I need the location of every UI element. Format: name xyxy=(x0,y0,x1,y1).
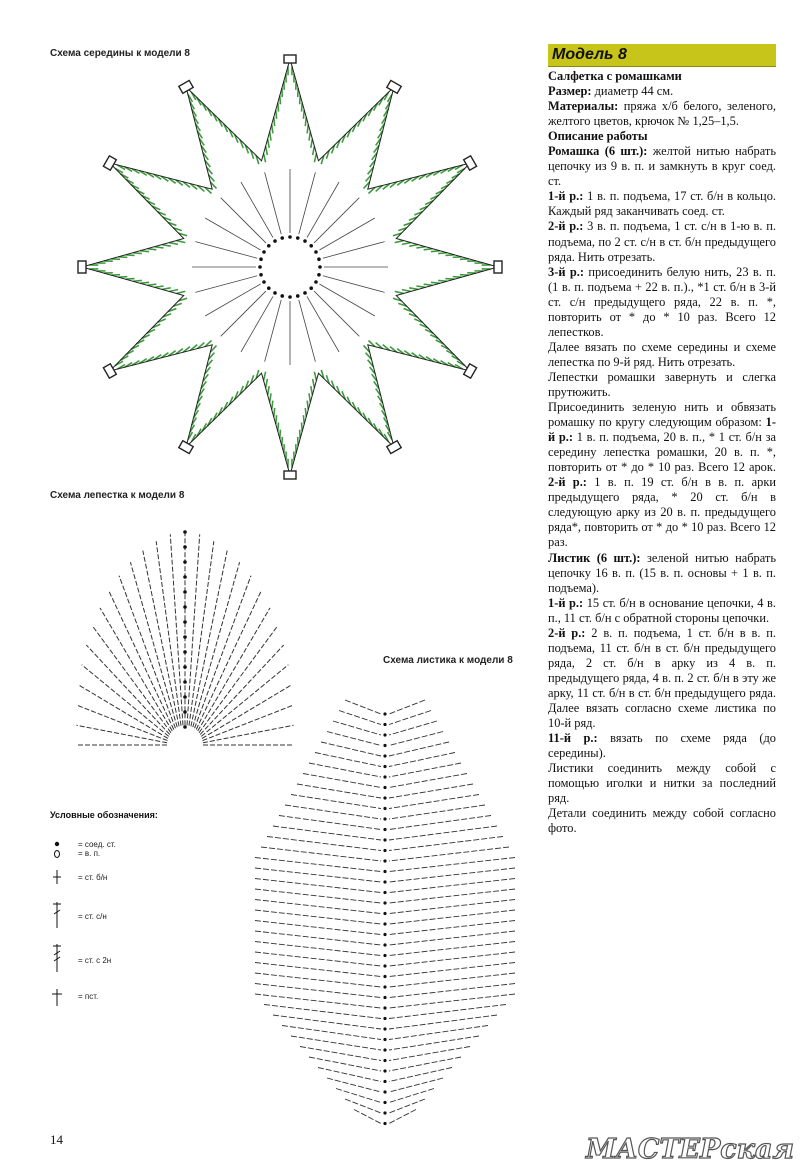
petal-diagram-caption: Схема лепестка к модели 8 xyxy=(50,490,185,501)
inner-dot xyxy=(296,236,300,240)
leaf-stitch xyxy=(389,1036,479,1050)
stitch-mark xyxy=(162,245,171,247)
point-tip xyxy=(494,261,502,273)
inner-stitch xyxy=(265,300,282,362)
leaf-stitch xyxy=(389,816,491,830)
leaf-dot xyxy=(383,912,386,915)
leaf-stitch xyxy=(333,721,381,735)
stitch-mark xyxy=(140,251,149,252)
leaf-dot xyxy=(383,954,386,957)
leaf-stitch xyxy=(389,984,515,998)
green-row2-label: 2-й р.: xyxy=(548,475,587,490)
inner-stitch xyxy=(299,300,316,362)
stitch-mark xyxy=(402,290,411,292)
inner-dot xyxy=(314,250,318,254)
leaf-stitch xyxy=(389,889,515,903)
leaf-dot xyxy=(383,1101,386,1104)
stitch-mark xyxy=(266,146,268,155)
leaf-dot xyxy=(383,786,386,789)
leaf-stitch xyxy=(273,826,381,840)
stitch-mark xyxy=(305,408,306,417)
leaf-dot xyxy=(383,796,386,799)
leaf-diagram-caption: Схема листика к модели 8 xyxy=(383,655,513,666)
petal-dot xyxy=(183,680,187,684)
stitch-mark xyxy=(270,132,271,141)
petal-dot xyxy=(183,560,187,564)
inner-dot xyxy=(280,236,284,240)
leaf-dot xyxy=(383,712,386,715)
inner-dot xyxy=(288,235,292,239)
stitch-mark xyxy=(266,379,268,388)
petal-dot xyxy=(183,635,187,639)
legend-item xyxy=(50,942,210,972)
leaf-text: зеленой нитью набрать цепочку 16 в. п. (15 в. п. основы + 1 в. п. подъема). xyxy=(548,550,776,595)
inner-dot xyxy=(267,244,271,248)
green-row2-text: 1 в. п. 19 ст. б/н в в. п. арки предыдущего ряда, * 20 ст. б/н в следующую арку из 20 в. п. предыдущего ряда*, повторить от * до * 10 раз. Всего 12 раз. xyxy=(548,475,776,550)
stitch-mark xyxy=(272,124,273,133)
leaf-stitch xyxy=(389,826,497,840)
stitch-mark xyxy=(313,379,315,388)
leaf-stitch xyxy=(345,700,381,714)
stitch-mark xyxy=(431,251,440,252)
inner-dot xyxy=(262,250,266,254)
leaf-stitch xyxy=(389,1057,461,1071)
inner-dot xyxy=(258,265,262,269)
inner-stitch xyxy=(205,284,260,316)
inner-dot xyxy=(317,273,321,277)
leaf-dot xyxy=(383,849,386,852)
join-leaves-paragraph: Листики соединить между собой с помощью иголки и нитки за последний ряд. xyxy=(548,761,776,806)
leaf-stitch xyxy=(255,889,381,903)
leaf-dot xyxy=(383,870,386,873)
stitch-mark xyxy=(268,386,270,395)
point-tip xyxy=(284,55,296,63)
leaf-stitch xyxy=(389,784,473,798)
leaf-dot xyxy=(383,964,386,967)
inner-dot xyxy=(317,257,321,261)
inner-stitch xyxy=(299,172,316,234)
leaf-dot xyxy=(383,901,386,904)
stitch-mark xyxy=(155,286,164,287)
petals-paragraph: Лепестки ромашки завернуть и слегка прутюжить. xyxy=(548,369,776,399)
inner-dot xyxy=(259,273,263,277)
leaf-dot xyxy=(383,744,386,747)
leaf-stitch xyxy=(389,837,503,851)
middle-scheme-diagram xyxy=(70,45,510,490)
leaf-dot xyxy=(383,891,386,894)
leaf-stitch xyxy=(285,805,381,819)
stitch-mark xyxy=(311,139,313,148)
leaf-stitch xyxy=(309,1057,381,1071)
legend-title: Условные обозначения: xyxy=(50,810,158,820)
single-crochet-icon xyxy=(50,868,74,898)
petal-dot xyxy=(183,590,187,594)
petal-dot xyxy=(183,620,187,624)
leaf-dot xyxy=(383,765,386,768)
size-label: Размер: xyxy=(548,84,592,99)
leaf-stitch xyxy=(389,879,515,893)
stitch-mark xyxy=(147,249,156,250)
legend-item-text: = соед. ст. = в. п. xyxy=(78,840,116,858)
stitch-mark xyxy=(431,282,440,283)
inner-stitch xyxy=(195,242,257,259)
leaf-row1-text: 15 ст. б/н в основание цепочки, 4 в. п., 11 ст. б/н с обратной стороны цепочки. xyxy=(548,595,776,625)
stitch-mark xyxy=(314,372,316,381)
point-tip xyxy=(284,471,296,479)
half-stitch-icon xyxy=(50,986,74,1010)
stitch-mark xyxy=(424,249,433,250)
inner-stitch xyxy=(319,218,374,250)
legend-item-text: = пст. xyxy=(78,992,99,1001)
legend-item xyxy=(50,986,210,1016)
leaf-dot xyxy=(383,723,386,726)
leaf-dot xyxy=(383,1027,386,1030)
leaf-dot xyxy=(383,1090,386,1093)
leaf-stitch xyxy=(389,910,515,924)
leaf-stitch xyxy=(389,742,449,756)
leaf-dot xyxy=(383,733,386,736)
leaf-stitch xyxy=(255,942,381,956)
leaf-stitch xyxy=(315,753,381,767)
leaf-stitch xyxy=(389,700,425,714)
petal-dot xyxy=(183,665,187,669)
stitch-mark xyxy=(162,288,171,290)
leaf-dot xyxy=(383,943,386,946)
leaf-stitch xyxy=(255,984,381,998)
stitch-mark xyxy=(264,372,266,381)
stitch-mark xyxy=(409,245,418,247)
leaf-dot xyxy=(383,807,386,810)
leaf-dot xyxy=(383,754,386,757)
legend-item xyxy=(50,868,210,898)
leaf-stitch xyxy=(291,795,381,809)
stitch-mark xyxy=(274,408,275,417)
leaf-stitch xyxy=(389,963,515,977)
inner-dot xyxy=(267,286,271,290)
leaf-stitch xyxy=(309,763,381,777)
inner-stitch xyxy=(314,291,359,336)
inner-stitch xyxy=(307,296,339,351)
page-number: 14 xyxy=(50,1132,63,1147)
leaf-stitch xyxy=(389,868,515,882)
leaf-row2-text: 2 в. п. подъема, 1 ст. б/н в в. п. подъема, 11 ст. б/н в ст. б/н предыдущего ряда, 2 ст. б/н в арку из 4 в. п. предыдущего ряда, 4 в. п. 2 ст. б/н в эту же арку, 11 ст. б/н в ст. б/н предыдущего ряда. Далее вязать согласно схеме листика по 10-й ряд. xyxy=(548,625,776,731)
inner-dot xyxy=(288,295,292,299)
petal-stitch xyxy=(78,685,168,739)
petal-dot xyxy=(183,695,187,699)
leaf-stitch xyxy=(389,931,515,945)
item-subtitle: Салфетка с ромашками xyxy=(548,69,682,83)
inner-dot xyxy=(303,291,307,295)
petal-dot xyxy=(183,530,187,534)
stitch-mark xyxy=(395,291,404,293)
petal-stitch xyxy=(119,576,175,729)
row3-text: присоединить белую нить, 23 в. п. (1 в. п. подъема + 22 в. п.)., *1 ст. б/н в 3-й ст. с/н предыдущего ряда, 22 в. п. *, повторить от * до * 10 раз. Всего 12 лепестков. xyxy=(548,264,776,339)
stitch-mark xyxy=(264,153,266,162)
leaf-stitch xyxy=(303,774,381,788)
leaf-stitch xyxy=(389,721,437,735)
legend-item-text: = ст. б/н xyxy=(78,873,108,882)
leaf-stitch xyxy=(339,711,381,725)
inner-stitch xyxy=(221,291,266,336)
inner-dot xyxy=(318,265,322,269)
leaf-stitch xyxy=(389,753,455,767)
treble-crochet-icon xyxy=(50,942,74,976)
leaf-dot xyxy=(383,1048,386,1051)
scheme-paragraph: Далее вязать по схеме середины и схеме лепестка по 9-й ряд. Нить отрезать. xyxy=(548,339,776,369)
stitch-mark xyxy=(395,241,404,243)
inner-dot xyxy=(303,239,307,243)
inner-stitch xyxy=(323,276,385,293)
leaf-stitch xyxy=(327,732,381,746)
join-parts-paragraph: Детали соединить между собой согласно фото. xyxy=(548,806,776,836)
green-intro-text: Присоединить зеленую нить и обвязать ромашку по кругу следующим образом: xyxy=(548,400,776,430)
leaf-stitch xyxy=(291,1036,381,1050)
stitch-mark xyxy=(313,146,315,155)
inner-dot xyxy=(309,244,313,248)
chamomile-label: Ромашка (6 шт.): xyxy=(548,144,648,159)
leaf-dot xyxy=(383,1080,386,1083)
stitch-mark xyxy=(307,401,308,410)
row2-label: 2-й р.: xyxy=(548,219,584,234)
chamomile-text: желтой нитью набрать цепочку из 9 в. п. и замкнуть в круг соед. ст. xyxy=(548,144,776,189)
stitch-mark xyxy=(140,282,149,283)
leaf-dot xyxy=(383,1017,386,1020)
leaf-stitch xyxy=(389,921,515,935)
leaf-dot xyxy=(383,1006,386,1009)
materials-label: Материалы: xyxy=(548,99,619,114)
green-row1-label: 1-й р.: xyxy=(548,415,776,445)
model-title: Модель 8 xyxy=(548,44,776,67)
inner-stitch xyxy=(314,198,359,243)
leaf-stitch xyxy=(267,837,381,851)
leaf-stitch xyxy=(318,1068,381,1082)
legend-item xyxy=(50,900,210,930)
leaf-dot xyxy=(383,828,386,831)
inner-stitch xyxy=(241,182,273,237)
row1-label: 1-й р.: xyxy=(548,189,584,204)
inner-dot xyxy=(309,286,313,290)
leaf-stitch xyxy=(389,795,479,809)
petal-dot xyxy=(183,710,187,714)
leaf-stitch xyxy=(255,973,381,987)
leaf-stitch xyxy=(389,732,443,746)
leaf-dot xyxy=(383,817,386,820)
stitch-mark xyxy=(416,286,425,287)
inner-stitch xyxy=(319,284,374,316)
inner-dot xyxy=(273,291,277,295)
stitch-mark xyxy=(309,393,310,402)
inner-stitch xyxy=(323,242,385,259)
leaf-dot xyxy=(383,1111,386,1114)
leaf-dot xyxy=(383,838,386,841)
leaf-stitch xyxy=(389,774,467,788)
stitch-mark xyxy=(268,139,270,148)
star-diagram-caption: Схема середины к модели 8 xyxy=(50,48,190,59)
leaf-stitch xyxy=(255,931,381,945)
inner-dot xyxy=(280,294,284,298)
stitch-mark xyxy=(270,393,271,402)
leaf-stitch xyxy=(300,1047,381,1061)
leaf-stitch xyxy=(255,858,381,872)
leaf-stitch xyxy=(261,847,381,861)
leaf-stitch xyxy=(389,1047,470,1061)
leaf-dot xyxy=(383,859,386,862)
petal-dot xyxy=(183,650,187,654)
leaf-dot xyxy=(383,996,386,999)
leaf-stitch xyxy=(389,1068,452,1082)
row1-text: 1 в. п. подъема, 17 ст. б/н в кольцо. Каждый ряд заканчивать соед. ст. xyxy=(548,189,776,219)
leaf-stitch xyxy=(273,1015,381,1029)
leaf-stitch xyxy=(389,1015,497,1029)
leaf-stitch xyxy=(389,805,485,819)
stitch-mark xyxy=(416,247,425,248)
inner-stitch xyxy=(195,276,257,293)
green-row1-text: 1 в. п. подъема, 20 в. п., * 1 ст. б/н за середину лепестка ромашки, 20 в. п. *, повторить от * до * 10 раз. Всего 12 арок. xyxy=(548,430,776,475)
inner-dot xyxy=(314,280,318,284)
stitch-mark xyxy=(309,132,310,141)
work-heading: Описание работы xyxy=(548,129,648,144)
stitch-mark xyxy=(409,288,418,290)
leaf-stitch xyxy=(255,963,381,977)
petal-dot xyxy=(183,605,187,609)
leaf-stitch xyxy=(282,1026,381,1040)
leaf-row11-label: 11-й р.: xyxy=(548,731,598,746)
leaf-stitch xyxy=(389,711,431,725)
leaf-dot xyxy=(383,1122,386,1125)
petal-stitch xyxy=(77,725,168,742)
stitch-mark xyxy=(176,241,185,243)
leaf-row1-label: 1-й р.: xyxy=(548,595,584,610)
inner-dot xyxy=(262,280,266,284)
row2-text: 3 в. п. подъема, 1 ст. с/н в 1-ю в. п. подъема, по 2 ст. с/н в ст. б/н предыдущего ряда. Нить отрезать. xyxy=(548,219,776,264)
stitch-mark xyxy=(272,401,273,410)
leaf-stitch xyxy=(389,763,461,777)
petal-dot xyxy=(183,545,187,549)
star-outline xyxy=(82,59,498,475)
inner-stitch xyxy=(265,172,282,234)
stitch-mark xyxy=(155,247,164,248)
inner-dot xyxy=(259,257,263,261)
stitch-mark xyxy=(169,290,178,292)
leaf-dot xyxy=(383,933,386,936)
double-crochet-icon xyxy=(50,900,74,934)
leaf-stitch xyxy=(255,900,381,914)
leaf-stitch xyxy=(297,784,381,798)
inner-dot xyxy=(296,294,300,298)
row3-label: 3-й р.: xyxy=(548,264,584,279)
leaf-stitch xyxy=(389,1026,488,1040)
materials-text: пряжа х/б белого, зеленого, желтого цветов, крючок № 1,25–1,5. xyxy=(548,99,776,129)
size-text: диаметр 44 см. xyxy=(591,84,674,99)
legend xyxy=(50,810,210,1010)
legend-item-text: = ст. с/н xyxy=(78,912,107,921)
leaf-dot xyxy=(383,1038,386,1041)
stitch-mark xyxy=(274,117,275,126)
leaf-stitch xyxy=(255,952,381,966)
watermark-text: МАСТЕРская xyxy=(585,1134,794,1165)
stitch-mark xyxy=(169,243,178,245)
leaf-stitch xyxy=(279,816,381,830)
leaf-stitch xyxy=(389,973,515,987)
leaf-dot xyxy=(383,1059,386,1062)
leaf-stitch xyxy=(321,742,381,756)
leaf-scheme-diagram xyxy=(240,660,530,1130)
inner-stitch xyxy=(205,218,260,250)
stitch-mark xyxy=(311,386,313,395)
leaf-stitch xyxy=(255,921,381,935)
inner-stitch xyxy=(241,296,273,351)
stitch-mark xyxy=(147,284,156,285)
leaf-stitch xyxy=(255,910,381,924)
leaf-stitch xyxy=(389,952,515,966)
point-tip xyxy=(78,261,86,273)
inner-stitch xyxy=(307,182,339,237)
leaf-stitch xyxy=(389,900,515,914)
watermark-logo xyxy=(585,1124,796,1168)
leaf-dot xyxy=(383,880,386,883)
leaf-dot xyxy=(383,775,386,778)
instructions-column xyxy=(548,44,776,836)
inner-stitch xyxy=(221,198,266,243)
legend-item xyxy=(50,838,210,868)
stitch-mark xyxy=(402,243,411,245)
legend-item-text: = ст. с 2н xyxy=(78,956,112,965)
leaf-dot xyxy=(383,1069,386,1072)
petal-dot xyxy=(183,575,187,579)
leaf-dot xyxy=(383,985,386,988)
inner-dot xyxy=(273,239,277,243)
petal-dot xyxy=(183,725,187,729)
stitch-mark xyxy=(307,124,308,133)
leaf-dot xyxy=(383,922,386,925)
leaf-stitch xyxy=(389,847,509,861)
leaf-dot xyxy=(383,975,386,978)
leaf-stitch xyxy=(255,879,381,893)
petal-stitch xyxy=(100,608,172,731)
stitch-mark xyxy=(314,153,316,162)
leaf-stitch xyxy=(255,868,381,882)
leaf-stitch xyxy=(389,942,515,956)
stitch-mark xyxy=(176,291,185,293)
stitch-mark xyxy=(424,284,433,285)
stitch-mark xyxy=(305,117,306,126)
chain-stitch-icon xyxy=(50,838,74,868)
leaf-label: Листик (6 шт.): xyxy=(548,550,641,565)
leaf-row2-label: 2-й р.: xyxy=(548,625,586,640)
leaf-row11-text: вязать по схеме ряда (до середины). xyxy=(548,731,776,761)
leaf-stitch xyxy=(389,858,515,872)
